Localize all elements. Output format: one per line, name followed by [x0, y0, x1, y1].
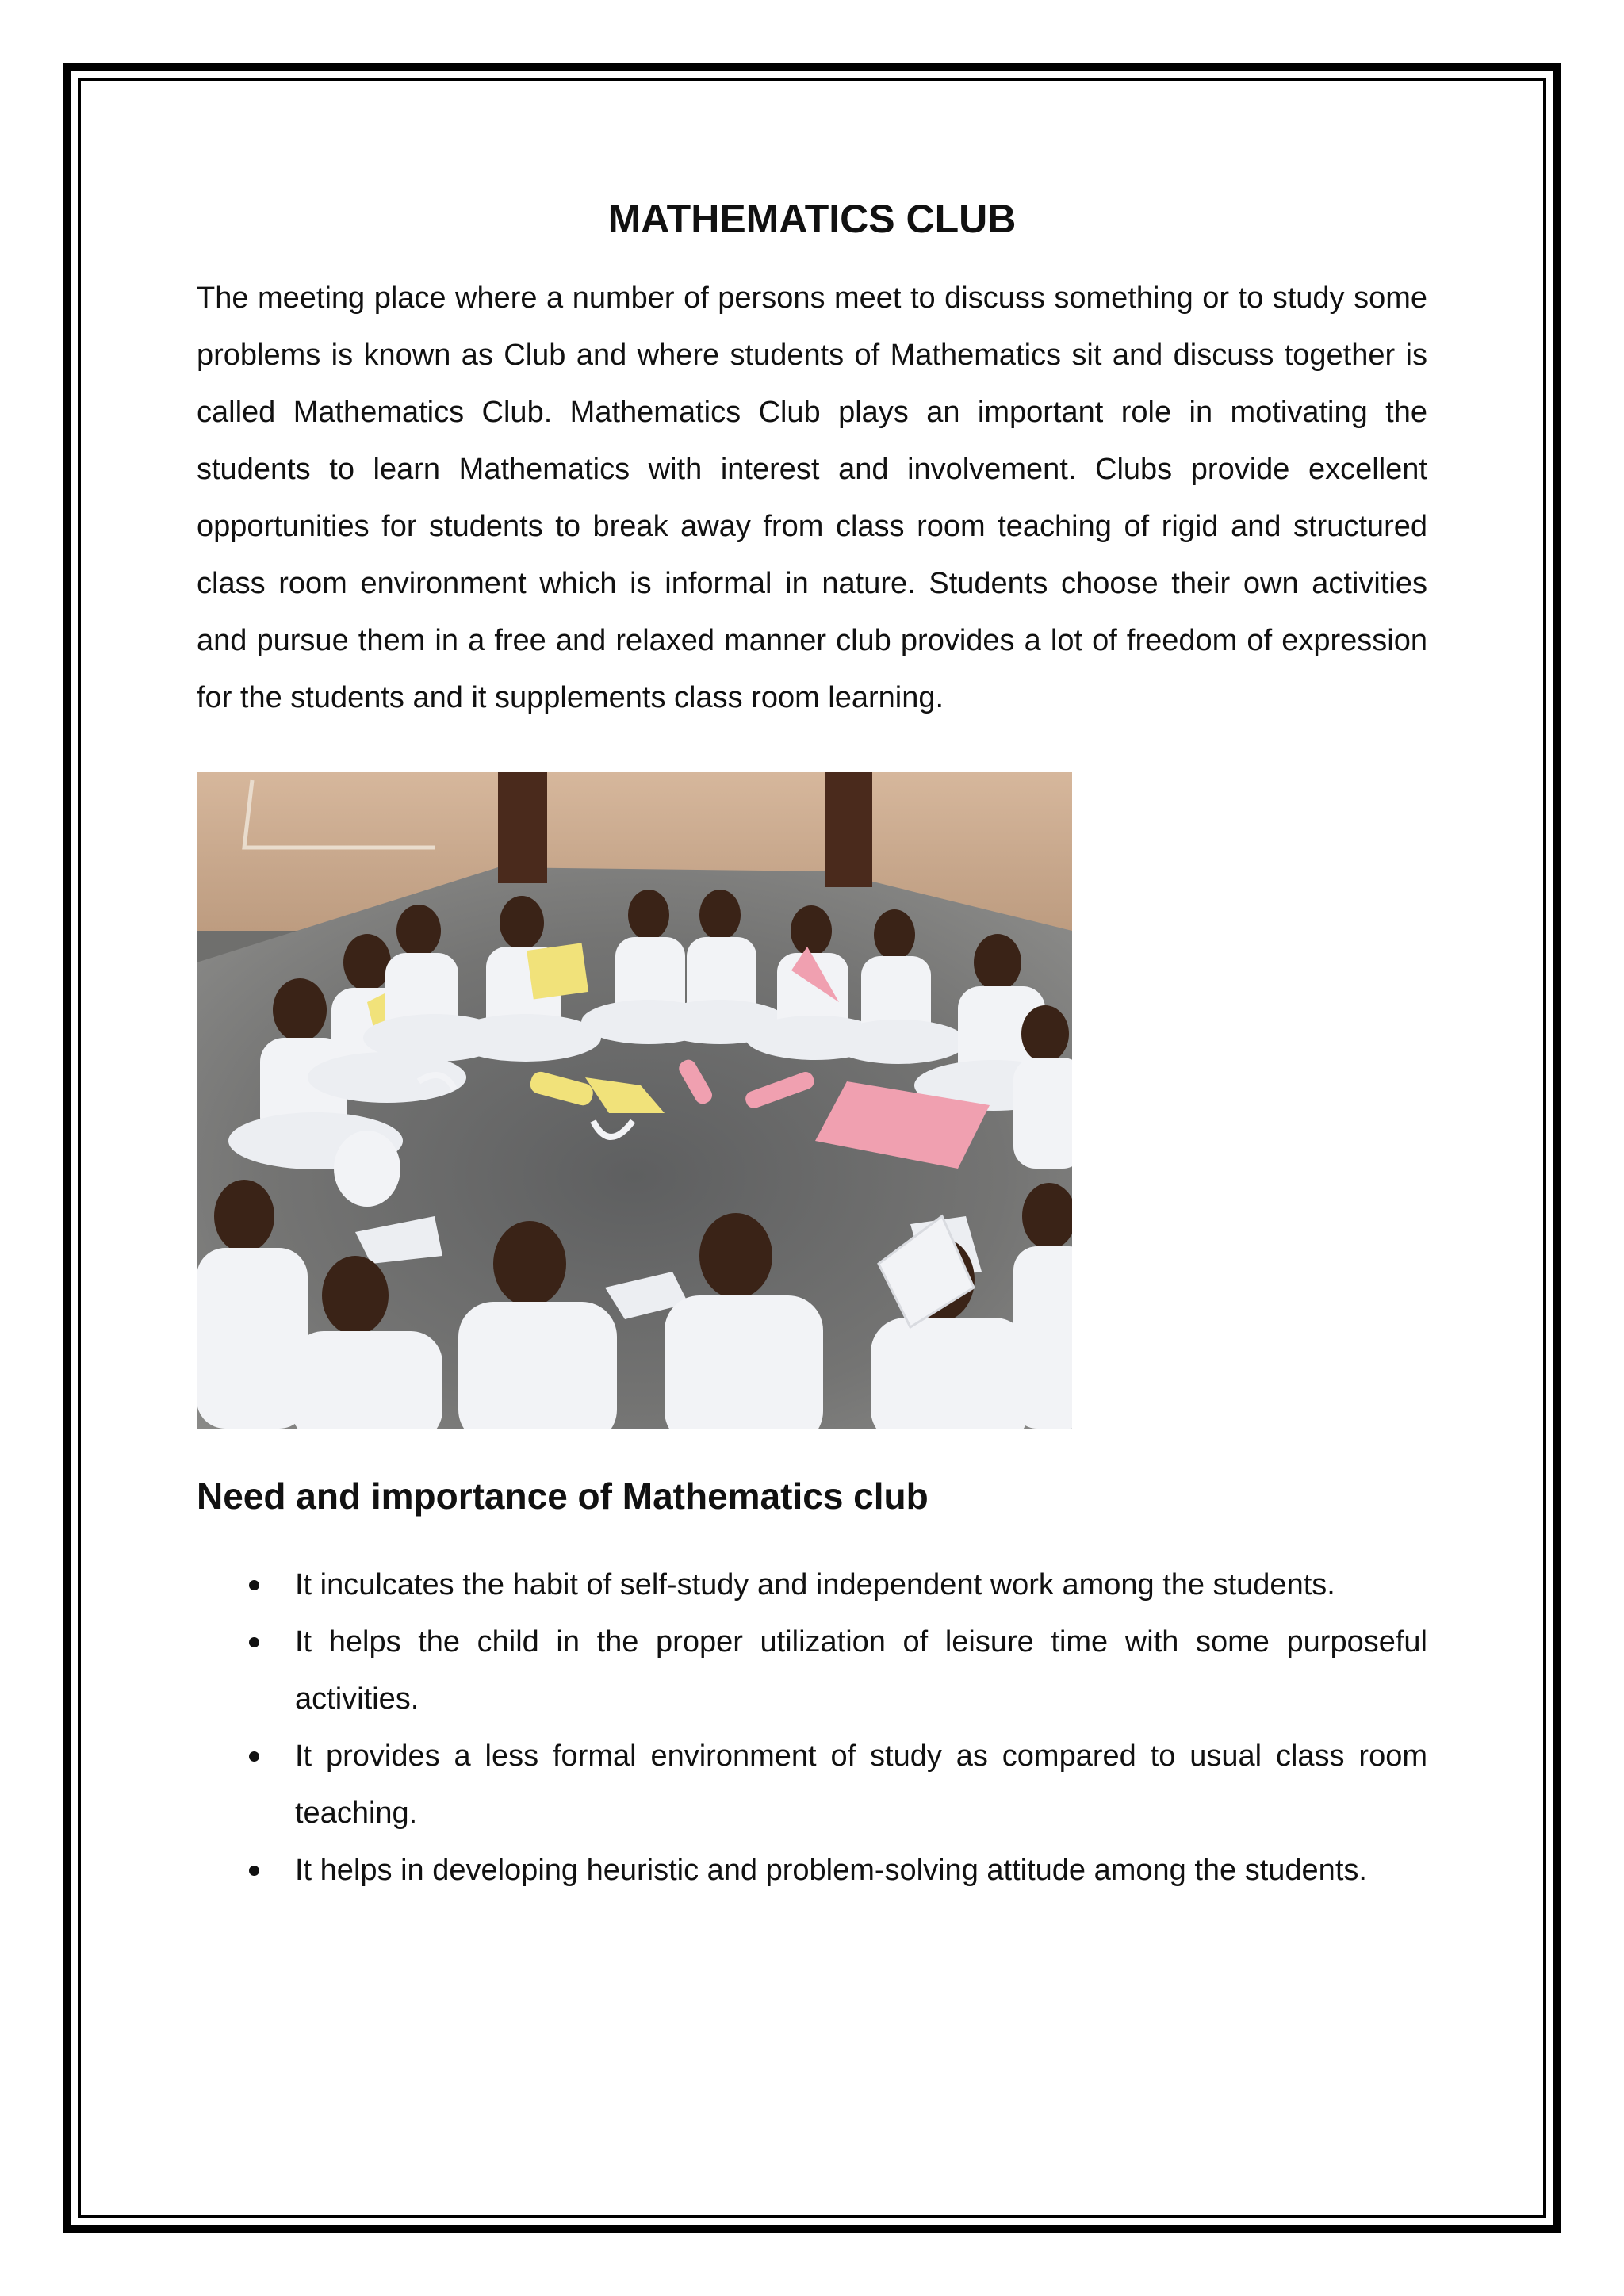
list-item-text: It provides a less formal environment of study as compared to usual class room teaching.: [295, 1739, 1427, 1831]
bullet-icon: [249, 1637, 259, 1647]
list-item: [197, 1842, 1427, 1899]
student: [1013, 1005, 1072, 1169]
bullet-icon: [249, 1751, 259, 1762]
bullet-icon: [249, 1580, 259, 1590]
list-item-text: It helps in developing heuristic and problem-solving attitude among the students.: [295, 1854, 1367, 1888]
pillar-left: [498, 772, 547, 883]
list-item: [197, 1728, 1427, 1842]
list-item-text: It helps the child in the proper utilization of leisure time with some purposeful activities.: [295, 1625, 1427, 1716]
pillar-right: [825, 772, 872, 887]
students-circle-photo: [197, 772, 1072, 1429]
list-item: [197, 1556, 1427, 1613]
document-body: [197, 187, 1427, 1899]
photo-illustration: [197, 772, 1072, 1429]
importance-list: [197, 1556, 1427, 1899]
bullet-icon: [249, 1866, 259, 1876]
section-heading: Need and importance of Mathematics club: [197, 1475, 929, 1517]
list-item: [197, 1613, 1427, 1728]
page-title: MATHEMATICS CLUB: [607, 197, 1017, 241]
intro-paragraph: The meeting place where a number of persons meet to discuss something or to study some problems is known as Club and where students of Mathematics sit and discuss together is called Mathematics Club. Mathematics Club plays an important role in motivating the students to learn Mathematics with interest and involvement. Clubs provide excellent opportunities for students to break away from class room teaching of rigid and structured class room environment which is informal in nature. Students choose their own activities and pursue them in a free and relaxed manner club provides a lot of freedom of expression for the students and it supplements class room learning.: [197, 281, 1427, 714]
list-item-text: It inculcates the habit of self-study and independent work among the students.: [295, 1568, 1335, 1602]
